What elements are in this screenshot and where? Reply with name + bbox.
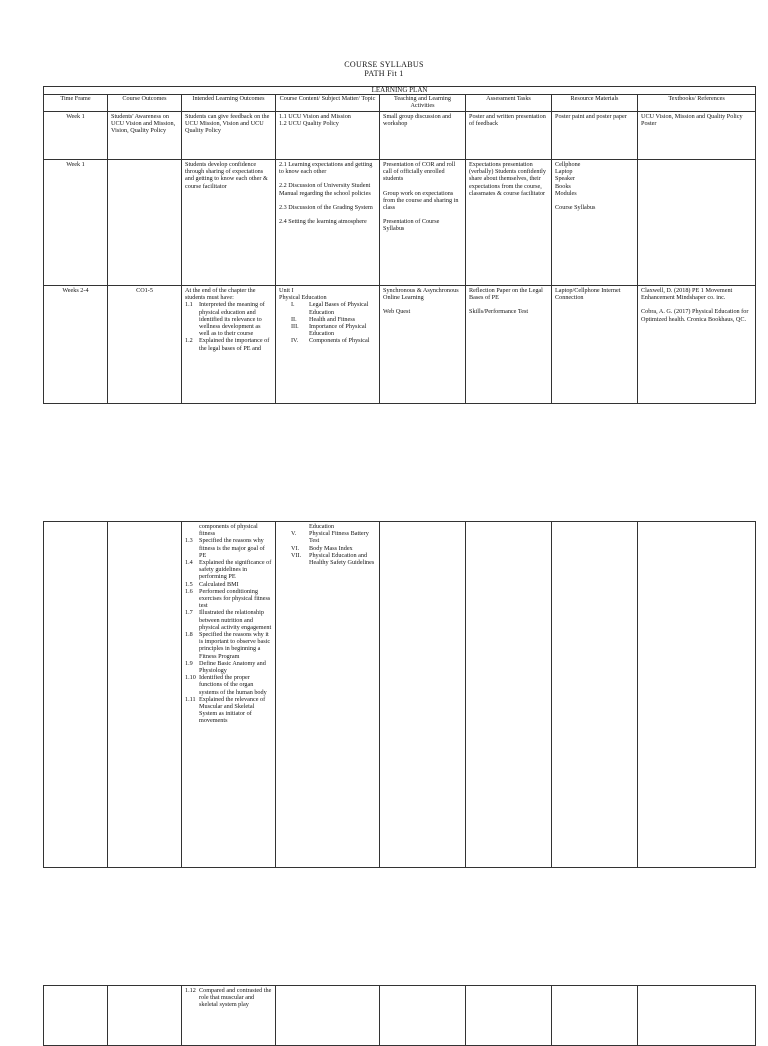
list-item: components of physical fitness [199,523,258,538]
ilo-intro: At the end of the chapter the students must have: [185,287,256,302]
list-item: 1.7 Illustrated the relationship between nutrition and physical activity engagement [185,609,272,631]
column-header: Course Content/ Subject Matter/ Topic [276,95,380,112]
course-outcome-cell: Students' Awareness on UCU Vision and Mission, Vision, Quality Policy [108,112,182,160]
activity-line: Synchronous & Asynchronous Online Learning [383,287,459,302]
list-item: 1.9 Define Basic Anatomy and Physiology [185,659,266,675]
activity-line: Group work on expectations from the course and sharing in class [383,189,459,212]
references-cell: UCU Vision, Mission and Quality Policy Poster [638,112,756,160]
assessment-cell: Expectations presentation (verbally) Students confidently share about themselves, their expectations from the course, classmates & course facilitator [466,160,552,286]
resources-cell: Poster paint and poster paper [552,112,638,160]
table-row [44,286,756,404]
learning-plan-table [43,86,756,404]
column-header: Resource Materials [552,95,638,112]
column-header: Intended Learning Outcomes [182,95,276,112]
learning-plan-header: LEARNING PLAN [44,87,756,95]
content-line: 1.2 UCU Quality Policy [279,120,339,128]
list-item: 1.1 Interpreted the meaning of physical education and identified its relevance to wellness development as well as to their course [185,301,265,338]
syllabus-subtitle: PATH Fit 1 [364,69,404,78]
ilo-cell [182,986,276,1046]
list-item: III. Importance of Physical Education [291,323,367,338]
column-header-row [44,95,756,112]
resource-line: Cellphone [555,161,581,168]
activity-line: Presentation of Course Syllabus [383,218,440,233]
list-item: 1.3 Specified the reasons why fitness is the major goal of PE [185,537,265,559]
resource-line: Course Syllabus [555,204,596,212]
list-item: VII. Physical Education and Healthy Safety Guidelines [291,551,375,567]
ilo-cell [182,522,276,868]
list-item: 1.8 Specified the reasons why it is important to observe basic principles in beginning a Fitness Program [185,631,271,660]
list-item: Education [309,523,335,530]
column-header: Teaching and Learning Activities [380,95,466,112]
column-header: Assessment Tasks [466,95,552,112]
content-line: 2.4 Setting the learning atmosphere [279,218,367,226]
content-line: 2.2 Discussion of University Student Manual regarding the school policies [279,182,371,197]
list-item: 1.10 Identified the proper functions of the organ systems of the human body [185,674,267,696]
content-cell [276,112,380,160]
time-frame-cell: Week 1 [44,160,108,286]
course-outcome-cell: CO1-5 [108,286,182,404]
reference-line: Claxwell, D. (2018) PE 1 Movement Enhancement Mindshaper co. inc. [641,287,733,302]
unit-subtitle: Physical Education [279,294,327,302]
assessment-line: Reflection Paper on the Legal Bases of PE [469,287,543,302]
learning-plan-table-continued [43,521,756,868]
content-line: 2.3 Discussion of the Grading System [279,203,373,211]
resource-line: Speaker [555,175,575,183]
activities-cell: Small group discussion and workshop [380,112,466,160]
reference-line: Cobra, A. G. (2017) Physical Education for Optimized health. Cronica Bookhaus, QC. [641,308,749,323]
activity-line: Presentation of COR and roll call of officially enrolled students [383,161,456,183]
unit-title: Unit I [279,287,294,294]
content-line: 2.1 Learning expectations and getting to know each other [279,161,373,176]
learning-plan-table-page3 [43,985,756,1046]
list-item: I. Legal Bases of Physical Education [291,301,369,316]
column-header: Time Frame [44,95,108,112]
list-item: IV. Components of Physical [291,337,370,345]
activities-cell [380,160,466,286]
time-frame-cell: Weeks 2-4 [44,286,108,404]
content-cell [276,286,380,404]
ilo-cell [182,286,276,404]
content-line: 1.1 UCU Vision and Mission [279,113,351,120]
assessment-line: Skills/Performance Test [469,308,529,316]
list-item: II. Health and Fitness [291,315,356,323]
course-outcome-cell [108,160,182,286]
assessment-cell: Poster and written presentation of feedback [466,112,552,160]
list-item: 1.12 Compared and contrasted the role that muscular and skeletal system play [185,987,272,1009]
column-header: Textbooks/ References [638,95,756,112]
list-item: 1.6 Performed conditioning exercises for physical fitness test [185,587,271,610]
list-item: V. Physical Fitness Battery Test [291,530,369,545]
resource-line: Laptop [555,168,573,176]
resource-line: Books [555,182,571,190]
ilo-cell: Students can give feedback on the UCU Mission, Vision and UCU Quality Policy [182,112,276,160]
activity-line: Web Quest [383,308,411,316]
table-row [44,160,756,286]
syllabus-title: COURSE SYLLABUS [344,60,424,69]
resource-line: Modules [555,189,577,197]
ilo-cell: Students develop confidence through sharing of expectations and getting to know each other & course facilitator [182,160,276,286]
resources-cell: Laptop/Cellphone Internet Connection [552,286,638,404]
content-cell [276,522,380,868]
table-row [44,112,756,160]
list-item: 1.4 Explained the significance of safety guidelines in performing PE [185,559,272,581]
list-item: VI. Body Mass Index [291,544,353,552]
assessment-cell [466,286,552,404]
list-item: 1.2 Explained the importance of the legal bases of PE and [185,337,270,352]
column-header: Course Outcomes [108,95,182,112]
references-cell [638,286,756,404]
resources-cell [552,160,638,286]
content-cell [276,160,380,286]
list-item: 1.5 Calculated BMI [185,580,239,588]
table-row [44,522,756,868]
references-cell [638,160,756,286]
table-row [44,986,756,1046]
activities-cell [380,286,466,404]
list-item: 1.11 Explained the relevance of Muscular and Skeletal System as initiator of movements [185,695,266,725]
time-frame-cell: Week 1 [44,112,108,160]
